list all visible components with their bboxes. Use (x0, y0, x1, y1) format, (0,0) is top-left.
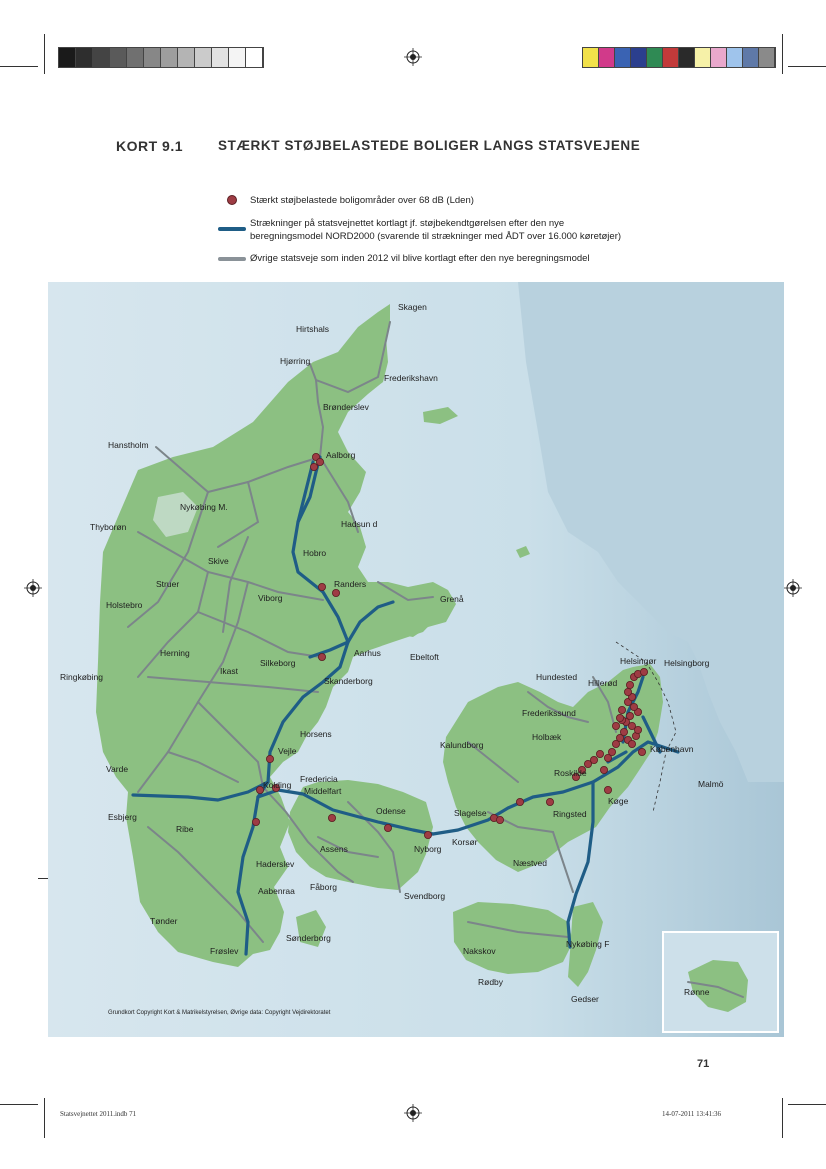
crop-mark (44, 1098, 45, 1138)
crop-mark (782, 1098, 783, 1138)
place-label: Kalundborg (440, 740, 484, 750)
noise-dot (328, 814, 335, 821)
place-label: Roskilde (554, 768, 587, 778)
crop-mark (44, 34, 45, 74)
place-label: Ebeltoft (410, 652, 439, 662)
place-label: Skagen (398, 302, 427, 312)
place-label: Sønderborg (286, 933, 331, 943)
crop-mark (782, 34, 783, 74)
place-label: Køge (608, 796, 629, 806)
noise-dot (630, 703, 637, 710)
denmark-road-noise-map (48, 282, 784, 1037)
crop-mark (788, 66, 826, 67)
noise-dot (318, 653, 325, 660)
place-label: Odense (376, 806, 406, 816)
place-label: Nykøbing M. (180, 502, 228, 512)
place-label: Slagelse (454, 808, 487, 818)
noise-dot (628, 740, 635, 747)
legend-blue-label-1: Strækninger på statsvejnettet kortlagt jf. støjbekendtgørelsen efter den nye (250, 218, 565, 229)
crop-mark (38, 878, 48, 879)
noise-dot (596, 750, 603, 757)
noise-dot (424, 831, 431, 838)
greyscale-calibration-bar (58, 47, 264, 68)
place-label: Grenå (440, 594, 464, 604)
registration-mark-icon (784, 579, 802, 597)
place-label: Silkeborg (260, 658, 296, 668)
legend-grey-label: Øvrige statsveje som inden 2012 vil blive kortlagt efter den nye beregningsmodel (250, 253, 590, 264)
noise-dot (516, 798, 523, 805)
place-label: Helsingør (620, 656, 657, 666)
noise-dot (496, 816, 503, 823)
noise-dot (640, 668, 647, 675)
place-label: Svendborg (404, 891, 446, 901)
place-label: Rønne (684, 987, 710, 997)
place-label: Varde (106, 764, 129, 774)
noise-dot (626, 712, 633, 719)
color-calibration-bar (582, 47, 776, 68)
place-label: Ringkøbing (60, 672, 103, 682)
place-label: Gedser (571, 994, 599, 1004)
noise-dot (384, 824, 391, 831)
place-label: Skive (208, 556, 229, 566)
crop-mark (0, 1104, 38, 1105)
legend-blue-label-2: beregningsmodel NORD2000 (svarende til strækninger med ÅDT over 16.000 køretøjer) (250, 231, 622, 242)
place-label: Middelfart (304, 786, 342, 796)
place-label: Malmö (698, 779, 724, 789)
noise-dot (612, 722, 619, 729)
place-label: Aalborg (326, 450, 356, 460)
noise-dot-legend-icon (227, 195, 237, 205)
place-label: Ribe (176, 824, 194, 834)
noise-dot (618, 706, 625, 713)
page-number: 71 (697, 1058, 710, 1070)
footer-timestamp: 14-07-2011 13:41:36 (662, 1110, 722, 1118)
place-label: Hirtshals (296, 324, 330, 334)
place-label: Haderslev (256, 859, 295, 869)
legend-dots-label: Stærkt støjbelastede boligområder over 68 dB (Lden) (250, 195, 474, 206)
place-label: Hanstholm (108, 440, 149, 450)
page-title: STÆRKT STØJBELASTEDE BOLIGER LANGS STATSVEJENE (218, 138, 641, 153)
map-copyright: Grundkort Copyright Kort & Matrikelstyrelsen, Øvrige data: Copyright Vejdirektoratet (108, 1010, 331, 1016)
footer-file-name: Statsvejnettet 2011.indb 71 (60, 1110, 137, 1118)
registration-mark-icon (24, 579, 42, 597)
crop-mark (788, 1104, 826, 1105)
noise-dot (310, 463, 317, 470)
place-label: København (650, 744, 694, 754)
place-label: Aarhus (354, 648, 381, 658)
noise-dot (546, 798, 553, 805)
registration-mark-icon (404, 1104, 422, 1122)
noise-dot (638, 748, 645, 755)
place-label: Kolding (263, 780, 292, 790)
map-number: KORT 9.1 (116, 138, 184, 154)
noise-dot (604, 786, 611, 793)
place-label: Frøslev (210, 946, 239, 956)
noise-dot (332, 589, 339, 596)
place-label: Ringsted (553, 809, 587, 819)
place-label: Holstebro (106, 600, 143, 610)
place-label: Hjørring (280, 356, 311, 366)
place-label: Nykøbing F (566, 939, 610, 949)
place-label: Randers (334, 579, 367, 589)
noise-dot (316, 458, 323, 465)
place-label: Fåborg (310, 882, 337, 892)
crop-mark (0, 66, 38, 67)
place-label: Frederikshavn (384, 373, 438, 383)
noise-dot (266, 755, 273, 762)
place-label: Assens (320, 844, 348, 854)
noise-dot (624, 688, 631, 695)
place-label: Hadsun d (341, 519, 378, 529)
place-label: Viborg (258, 593, 283, 603)
place-label: Nyborg (414, 844, 442, 854)
place-label: Brønderslev (323, 402, 369, 412)
noise-dot (620, 728, 627, 735)
noise-dot (616, 714, 623, 721)
noise-dot (252, 818, 259, 825)
place-label: Skanderborg (324, 676, 373, 686)
place-label: Esbjerg (108, 812, 137, 822)
place-label: Hobro (303, 548, 327, 558)
place-label: Vejle (278, 746, 297, 756)
place-label: Frederikssund (522, 708, 576, 718)
mapped-road-legend-icon (218, 227, 246, 231)
place-label: Tønder (150, 916, 178, 926)
place-label: Fredericia (300, 774, 338, 784)
place-label: Nakskov (463, 946, 496, 956)
place-label: Horsens (300, 729, 332, 739)
place-label: Ikast (220, 666, 238, 676)
place-label: Thyborøn (90, 522, 127, 532)
place-label: Aabenraa (258, 886, 295, 896)
noise-dot (590, 756, 597, 763)
noise-dot (634, 726, 641, 733)
noise-dot (608, 748, 615, 755)
registration-mark-icon (404, 48, 422, 66)
place-label: Struer (156, 579, 180, 589)
place-label: Holbæk (532, 732, 562, 742)
noise-dot (318, 583, 325, 590)
noise-dot (600, 766, 607, 773)
place-label: Hillerød (588, 678, 618, 688)
place-label: Hundested (536, 672, 578, 682)
place-label: Helsingborg (664, 658, 710, 668)
place-label: Rødby (478, 977, 504, 987)
place-label: Herning (160, 648, 190, 658)
other-road-legend-icon (218, 257, 246, 261)
place-label: Korsør (452, 837, 478, 847)
place-label: Næstved (513, 858, 548, 868)
noise-dot (626, 681, 633, 688)
